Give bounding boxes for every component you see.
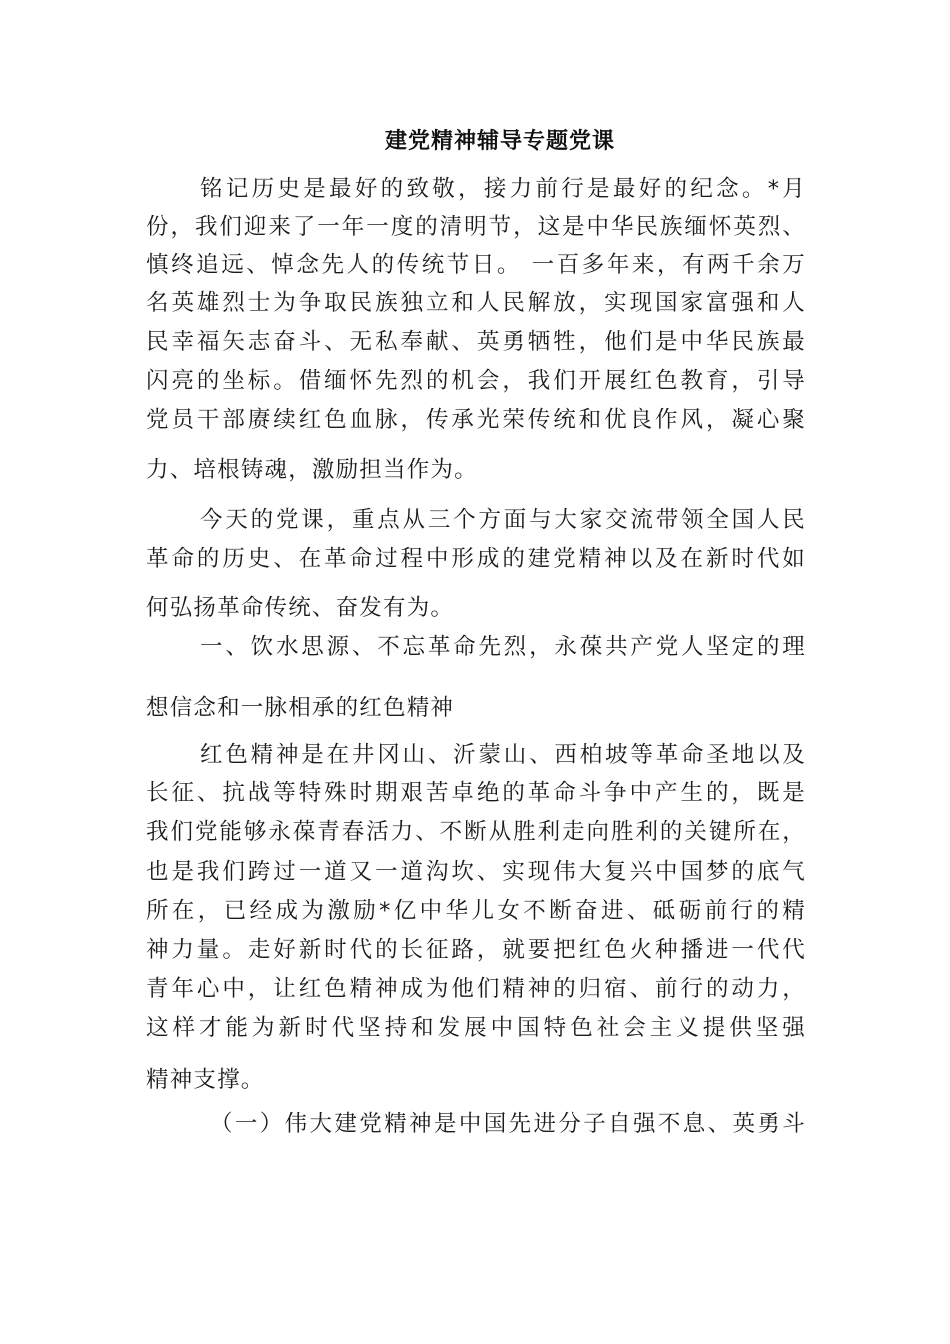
paragraph-1-line-4: 名英雄烈士为争取民族独立和人民解放，实现国家富强和人: [146, 290, 806, 316]
paragraph-3-line-3: 我们党能够永葆青春活力、不断从胜利走向胜利的关键所在，: [146, 819, 806, 845]
paragraph-1-line-8: 力、培根铸魂，激励担当作为。: [146, 457, 478, 483]
paragraph-3-line-6: 神力量。走好新时代的长征路，就要把红色火种播进一代代: [146, 937, 806, 963]
paragraph-1-line-1: 铭记历史是最好的致敬，接力前行是最好的纪念。*月: [200, 176, 806, 202]
paragraph-1-line-6: 闪亮的坐标。借缅怀先烈的机会，我们开展红色教育，引导: [146, 368, 806, 394]
paragraph-1-line-5: 民幸福矢志奋斗、无私奉献、英勇牺牲，他们是中华民族最: [146, 329, 806, 355]
heading-1-line-1: 一、饮水思源、不忘革命先烈，永葆共产党人坚定的理: [200, 634, 806, 660]
paragraph-3-line-4: 也是我们跨过一道又一道沟坎、实现伟大复兴中国梦的底气: [146, 859, 806, 885]
paragraph-1-line-3: 慎终追远、悼念先人的传统节日。 一百多年来，有两千余万: [146, 252, 806, 278]
paragraph-2-line-2: 革命的历史、在革命过程中形成的建党精神以及在新时代如: [146, 546, 806, 572]
document-title: 建党精神辅导专题党课: [384, 128, 615, 154]
subheading-1-line-1: （一）伟大建党精神是中国先进分子自强不息、英勇斗: [210, 1111, 806, 1137]
paragraph-3-line-1: 红色精神是在井冈山、沂蒙山、西柏坡等革命圣地以及: [200, 742, 806, 768]
paragraph-1-line-7: 党员干部赓续红色血脉，传承光荣传统和优良作风，凝心聚: [146, 407, 806, 433]
paragraph-2-line-1: 今天的党课，重点从三个方面与大家交流带领全国人民: [200, 507, 806, 533]
paragraph-3-line-7: 青年心中，让红色精神成为他们精神的归宿、前行的动力，: [146, 976, 806, 1002]
paragraph-2-line-3: 何弘扬革命传统、奋发有为。: [146, 595, 455, 621]
heading-1-line-2: 想信念和一脉相承的红色精神: [146, 695, 455, 721]
paragraph-3-line-5: 所在，已经成为激励*亿中华儿女不断奋进、砥砺前行的精: [146, 898, 806, 924]
paragraph-3-line-9: 精神支撑。: [146, 1067, 265, 1093]
paragraph-3-line-2: 长征、抗战等特殊时期艰苦卓绝的革命斗争中产生的，既是: [146, 780, 806, 806]
paragraph-3-line-8: 这样才能为新时代坚持和发展中国特色社会主义提供坚强: [146, 1015, 806, 1041]
paragraph-1-line-2: 份，我们迎来了一年一度的清明节，这是中华民族缅怀英烈、: [146, 214, 806, 240]
